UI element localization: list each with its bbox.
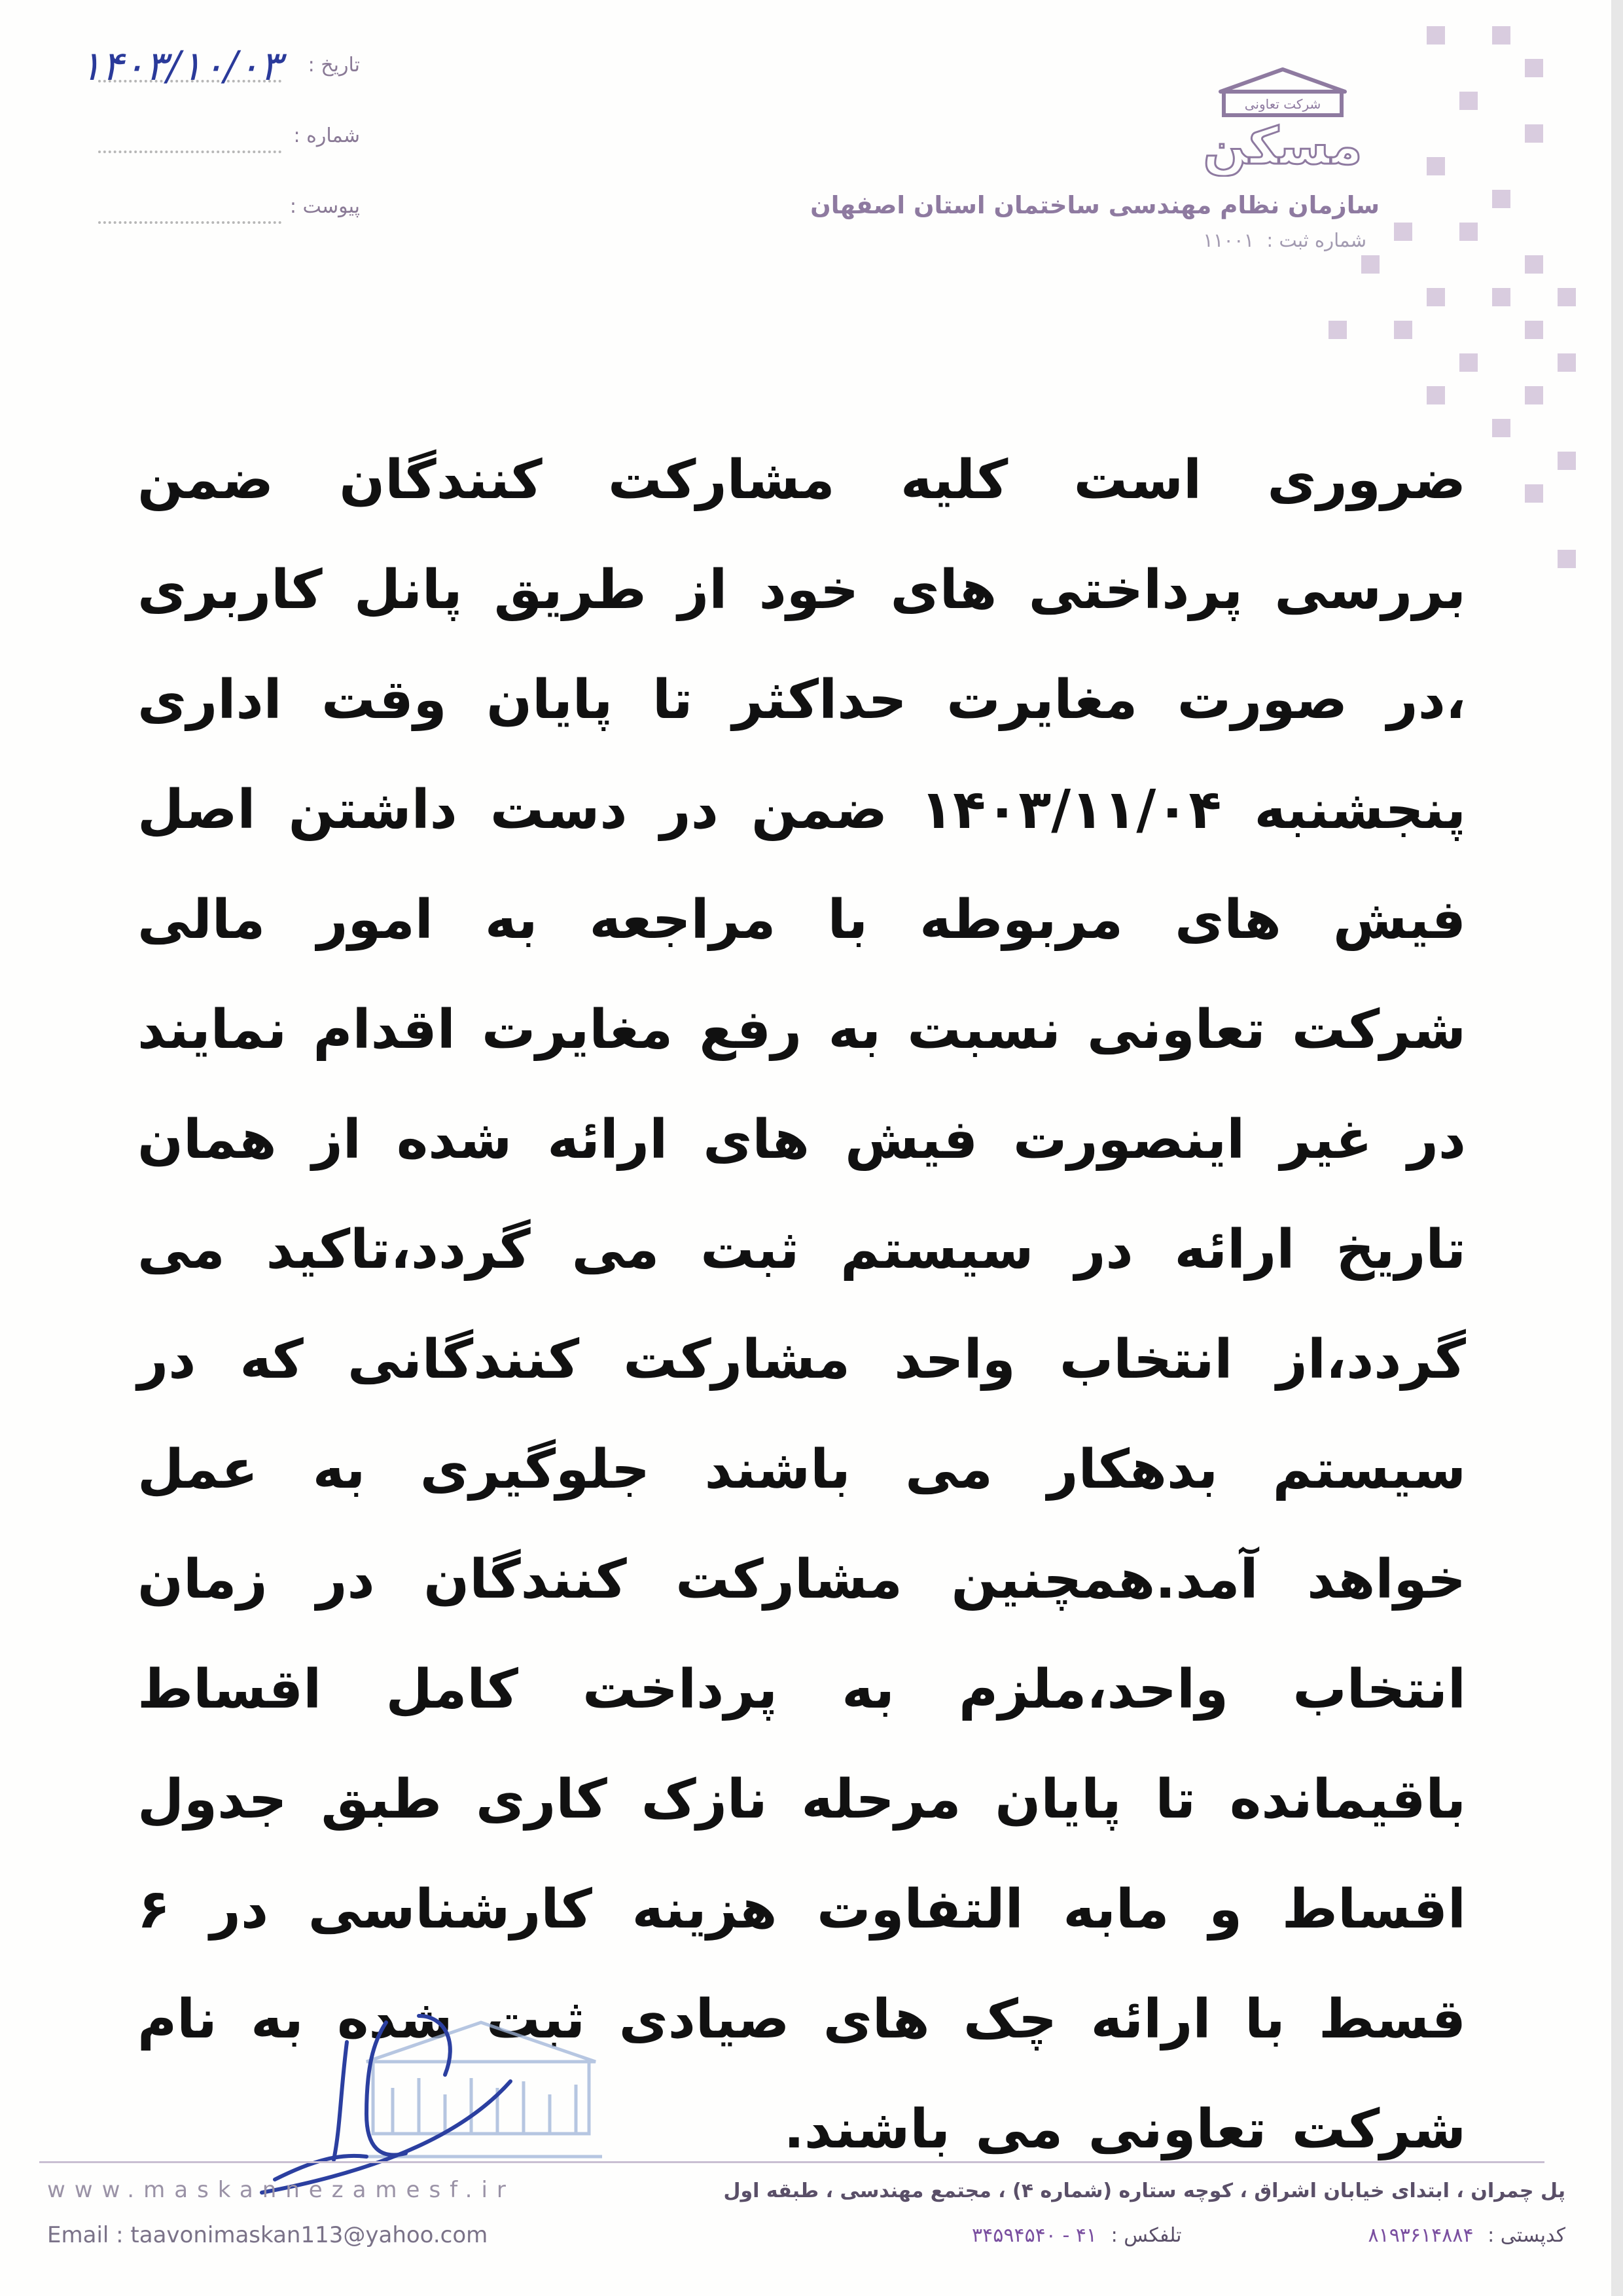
attachment-label: پیوست :	[289, 195, 360, 218]
registration-line	[1203, 229, 1366, 251]
footer-divider	[39, 2161, 1544, 2163]
phone-label: تلفکس :	[1111, 2224, 1182, 2247]
logo-roof	[1221, 69, 1345, 92]
postal-code-value: ۸۱۹۳۶۱۴۸۸۴	[1368, 2224, 1474, 2247]
phone-value: ۴۱ - ۳۴۵۹۴۵۴۰	[972, 2224, 1097, 2247]
attachment-dotted-line	[98, 221, 281, 224]
number-label: شماره :	[293, 124, 360, 147]
website-text: www.maskannezamesf.ir	[47, 2177, 515, 2203]
scan-edge	[1611, 0, 1623, 2296]
phone-fax	[972, 2224, 1182, 2247]
number-dotted-line	[98, 151, 281, 153]
attachment-field	[85, 195, 360, 241]
date-label: تاریخ :	[308, 54, 360, 77]
date-field	[79, 42, 360, 99]
organization-name: سازمان نظام مهندسی ساختمان استان اصفهان	[810, 191, 1380, 219]
registration-label: شماره ثبت :	[1266, 229, 1366, 251]
address-text: پل چمران ، ابتدای خیابان اشراق ، کوچه ستاره (شماره ۴) ، مجتمع مهندسی ، طبقه اول	[723, 2179, 1565, 2202]
logo-wordmark: مسکن	[1203, 117, 1363, 176]
postal-code	[1368, 2224, 1565, 2247]
company-logo	[1158, 65, 1394, 177]
date-value: ۱۴۰۳/۱۰/۰۳	[79, 42, 281, 90]
postal-code-label: کدپستی :	[1488, 2224, 1565, 2247]
logo-roof-text: شرکت تعاونی	[1244, 96, 1321, 112]
registration-number: ۱۱۰۰۱	[1203, 229, 1255, 251]
number-field	[85, 124, 360, 170]
letter-body: ضروری است کلیه مشارکت کنندگان ضمن بررسی پرداختی های خود از طریق پانل کاربری ،در صورت مغایرت حداکثر تا پایان وقت اداری پنجشنبه ۱۴۰۳/۱۱/۰۴ ضمن در دست داشتن اصل فیش های مربوطه با مراجعه به امور مالی شرکت تعاونی نسبت به رفع مغایرت اقدام نمایند در غیر اینصورت فیش های ارائه شده از همان تاریخ ارائه در سیستم ثبت می گردد،تاکید می گردد،از انتخاب واحد مشارکت کنندگانی که در سیستم بدهکار می باشند جلوگیری به عمل خواهد آمد.همچنین مشارکت کنندگان در زمان انتخاب واحد،ملزم به پرداخت کامل اقساط باقیمانده تا پایان مرحله نازک کاری طبق جدول اقساط و مابه التفاوت هزینه کارشناسی در ۶ قسط با ارائه چک های صیادی ثبت شده به نام شرکت تعاونی می باشند.	[137, 449, 1466, 2161]
email-text: Email : taavonimaskan113@yahoo.com	[47, 2222, 488, 2248]
